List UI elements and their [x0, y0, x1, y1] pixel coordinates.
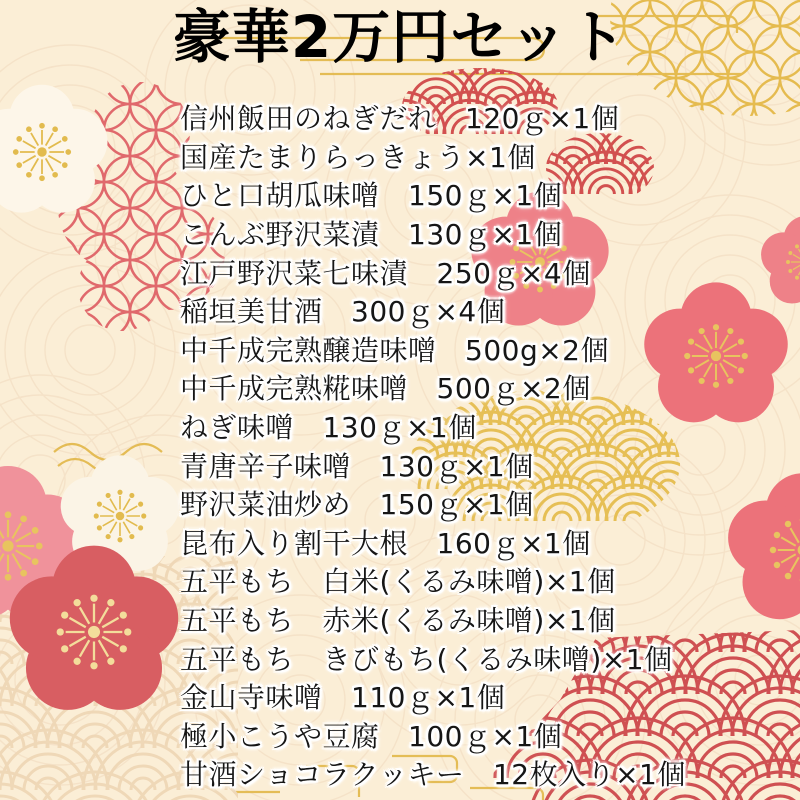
list-item: ひと口胡瓜味噌 150ｇ×1個	[180, 179, 563, 213]
list-item: 極小こうや豆腐 100ｇ×1個	[180, 719, 563, 753]
plum-blossom-white-topleft-icon	[0, 85, 108, 213]
list-item: 金山寺味噌 110ｇ×1個	[180, 681, 506, 715]
list-item: 青唐辛子味噌 130ｇ×1個	[180, 449, 534, 483]
list-item: 五平もち きびもち(くるみ味噌)×1個	[180, 642, 673, 676]
list-item: 信州飯田のねぎだれ 120ｇ×1個	[180, 102, 620, 136]
list-item: 野沢菜油炒め 150ｇ×1個	[180, 488, 534, 522]
list-item: 五平もち 白米(くるみ味噌)×1個	[180, 565, 616, 599]
list-item: こんぶ野沢菜漬 130ｇ×1個	[180, 218, 563, 252]
list-item: 国産たまりらっきょう×1個	[180, 140, 536, 174]
product-list	[180, 98, 686, 793]
list-item: 江戸野沢菜七味漬 250ｇ×4個	[180, 256, 591, 290]
list-item: 甘酒ショコラクッキー 12枚入り×1個	[180, 758, 686, 792]
page-title: 豪華2万円セット	[172, 3, 628, 71]
list-item: 稲垣美甘酒 300ｇ×4個	[180, 295, 506, 329]
list-item: 中千成完熟醸造味噌 500g×2個	[180, 333, 609, 367]
list-item: 五平もち 赤米(くるみ味噌)×1個	[180, 604, 616, 638]
list-item: 中千成完熟糀味噌 500ｇ×2個	[180, 372, 591, 406]
list-item: ねぎ味噌 130ｇ×1個	[180, 411, 477, 445]
list-item: 昆布入り割干大根 160ｇ×1個	[180, 526, 591, 560]
plum-blossom-pink-rightedge-small-icon	[761, 216, 800, 304]
